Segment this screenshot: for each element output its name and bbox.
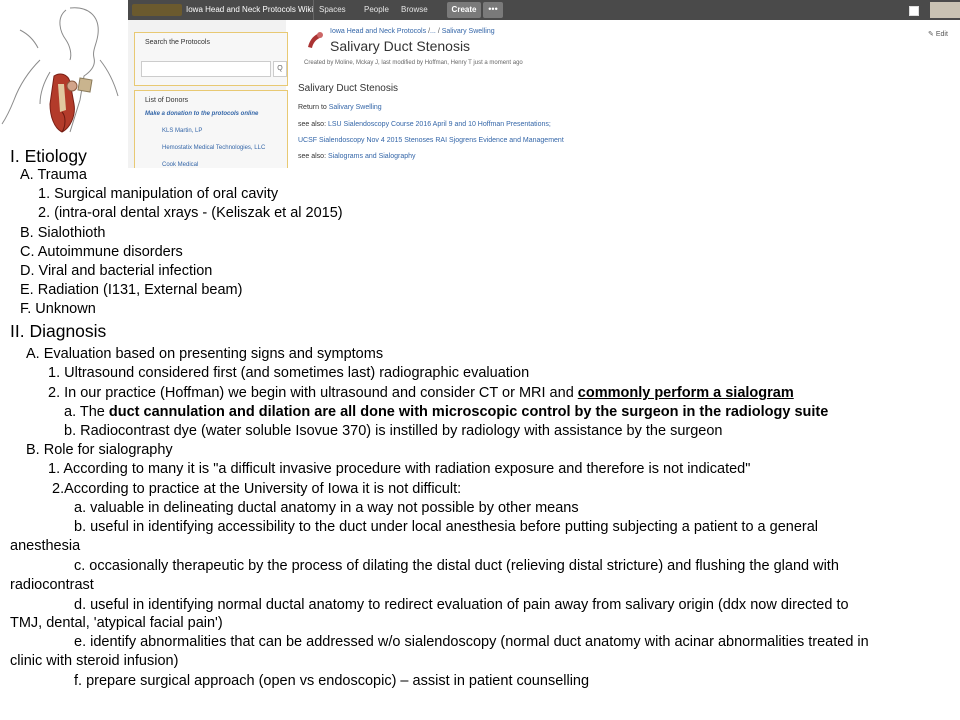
search-panel	[134, 32, 288, 86]
outline-item: e. identify abnormalities that can be addressed w/o sialendoscopy (normal duct anatomy with acinar abnormalities treated in	[74, 634, 869, 650]
return-link[interactable]: Salivary Swelling	[328, 104, 382, 111]
outline-item: A. Evaluation based on presenting signs and symptoms	[26, 346, 384, 362]
outline-item: 2. (intra-oral dental xrays - (Keliszak et al 2015)	[38, 205, 343, 221]
see-also-line-3	[298, 153, 416, 160]
outline-item: radiocontrast	[10, 577, 94, 593]
create-button[interactable]: Create	[447, 2, 481, 18]
outline-emphasis: commonly perform a sialogram	[577, 385, 794, 401]
more-menu-button[interactable]: •••	[483, 2, 503, 18]
outline-item: F. Unknown	[20, 301, 96, 317]
outline-item: 1. Surgical manipulation of oral cavity	[38, 186, 279, 202]
nav-spaces[interactable]: Spaces	[319, 5, 346, 14]
donor-link[interactable]: Hemostatix Medical Technologies, LLC	[162, 145, 266, 151]
outline-item: b. Radiocontrast dye (water soluble Isovue 370) is instilled by radiology with assistance by the surgeon	[64, 423, 723, 439]
outline-item: D. Viral and bacterial infection	[20, 263, 213, 279]
wiki-screenshot	[128, 0, 960, 168]
see-also-link[interactable]: Sialograms and Sialography	[327, 153, 416, 160]
outline-item: b. useful in identifying accessibility to the duct under local anesthesia before putting subjecting a patient to a general	[74, 519, 819, 535]
outline-item: f. prepare surgical approach (open vs endoscopic) – assist in patient counselling	[74, 673, 590, 689]
outline-item: B. Role for sialography	[26, 442, 173, 458]
content-heading: Salivary Duct Stenosis	[298, 83, 399, 94]
wiki-top-nav	[128, 0, 960, 20]
outline-item	[48, 385, 794, 402]
outline-item: C. Autoimmune disorders	[20, 244, 183, 260]
wiki-sidebar	[128, 20, 286, 168]
donor-link[interactable]: KLS Martin, LP	[162, 128, 203, 134]
outline-item: c. occasionally therapeutic by the process of dilating the distal duct (relieving distal stricture) and flushing the gland with	[74, 558, 839, 574]
outline-item: A. Trauma	[20, 167, 87, 183]
outline-item: anesthesia	[10, 538, 81, 554]
donors-panel	[134, 90, 288, 168]
donors-panel-title: List of Donors	[145, 97, 189, 104]
nav-people[interactable]: People	[364, 5, 389, 14]
nav-browse[interactable]: Browse	[401, 5, 428, 14]
wiki-logo[interactable]	[132, 4, 182, 16]
outline-item: clinic with steroid infusion)	[10, 653, 179, 669]
return-line	[298, 104, 382, 111]
breadcrumb-item[interactable]: Iowa Head and Neck Protocols	[330, 28, 427, 35]
breadcrumb-separator: /	[437, 28, 440, 35]
search-button[interactable]: Q	[273, 61, 287, 77]
outline-item: 1. Ultrasound considered first (and sometimes last) radiographic evaluation	[48, 365, 530, 381]
outline-emphasis: duct cannulation and dilation are all done with microscopic control by the surgeon in the radiology suite	[108, 404, 829, 420]
outline-item: TMJ, dental, 'atypical facial pain')	[10, 615, 223, 631]
donor-link[interactable]: Cook Medical	[162, 162, 199, 168]
see-also-line-1	[298, 121, 551, 128]
outline-item: d. useful in identifying normal ductal anatomy to redirect evaluation of pain away from salivary origin (ddx now directed to	[74, 597, 849, 613]
see-also-line-2	[298, 137, 564, 144]
donate-link[interactable]: Make a donation to the protocols online	[145, 111, 259, 117]
notification-icon[interactable]	[909, 6, 919, 16]
outline-item: 2.According to practice at the University of Iowa it is not difficult:	[52, 481, 462, 497]
see-also-label: see also:	[298, 153, 327, 160]
see-also-label: see also:	[298, 121, 327, 128]
diagnosis-heading: II. Diagnosis	[10, 321, 107, 341]
outline-item: B. Sialothioth	[20, 225, 106, 241]
breadcrumb	[330, 28, 495, 35]
see-also-link[interactable]: LSU Sialendoscopy Course 2016 April 9 and 10 Hoffman Presentations;	[327, 121, 551, 128]
meta-text: Created by Moline, Mckay J, last modified by Hoffman, Henry T just a moment ago	[304, 60, 523, 66]
breadcrumb-item[interactable]: ...	[430, 28, 436, 35]
breadcrumb-item[interactable]: Salivary Swelling	[441, 28, 495, 35]
outline-item: E. Radiation (I131, External beam)	[20, 282, 243, 298]
edit-label: Edit	[935, 31, 948, 38]
user-avatar[interactable]	[930, 2, 960, 18]
outline-item: 1. According to many it is "a difficult invasive procedure with radiation exposure and therefore is not indicated"	[48, 461, 751, 477]
wiki-name-link[interactable]: Iowa Head and Neck Protocols Wiki	[186, 5, 314, 14]
search-panel-title: Search the Protocols	[145, 39, 210, 46]
outline-text-part: 2. In our practice (Hoffman) we begin with ultrasound and consider CT or MRI and	[48, 385, 578, 401]
pencil-icon: ✎	[928, 31, 934, 38]
return-label: Return to	[298, 104, 327, 111]
wiki-main-content	[288, 20, 960, 168]
breadcrumb-separator: /	[428, 28, 431, 35]
etiology-heading: I. Etiology	[10, 146, 87, 166]
outline-item	[64, 404, 828, 421]
page-title: Salivary Duct Stenosis	[330, 38, 471, 54]
head-neck-anatomy-illustration	[0, 0, 128, 148]
search-input[interactable]	[141, 61, 271, 77]
page-icon	[304, 29, 326, 51]
edit-button[interactable]	[928, 30, 948, 38]
page-metadata	[304, 60, 523, 66]
outline-item: a. valuable in delineating ductal anatomy in a way not possible by other means	[74, 500, 579, 516]
see-also-link[interactable]: UCSF Sialendoscopy Nov 4 2015 Stenoses RAI Sjogrens Evidence and Management	[298, 137, 564, 144]
outline-text-part: a. The	[64, 404, 109, 420]
nav-divider	[313, 0, 314, 20]
